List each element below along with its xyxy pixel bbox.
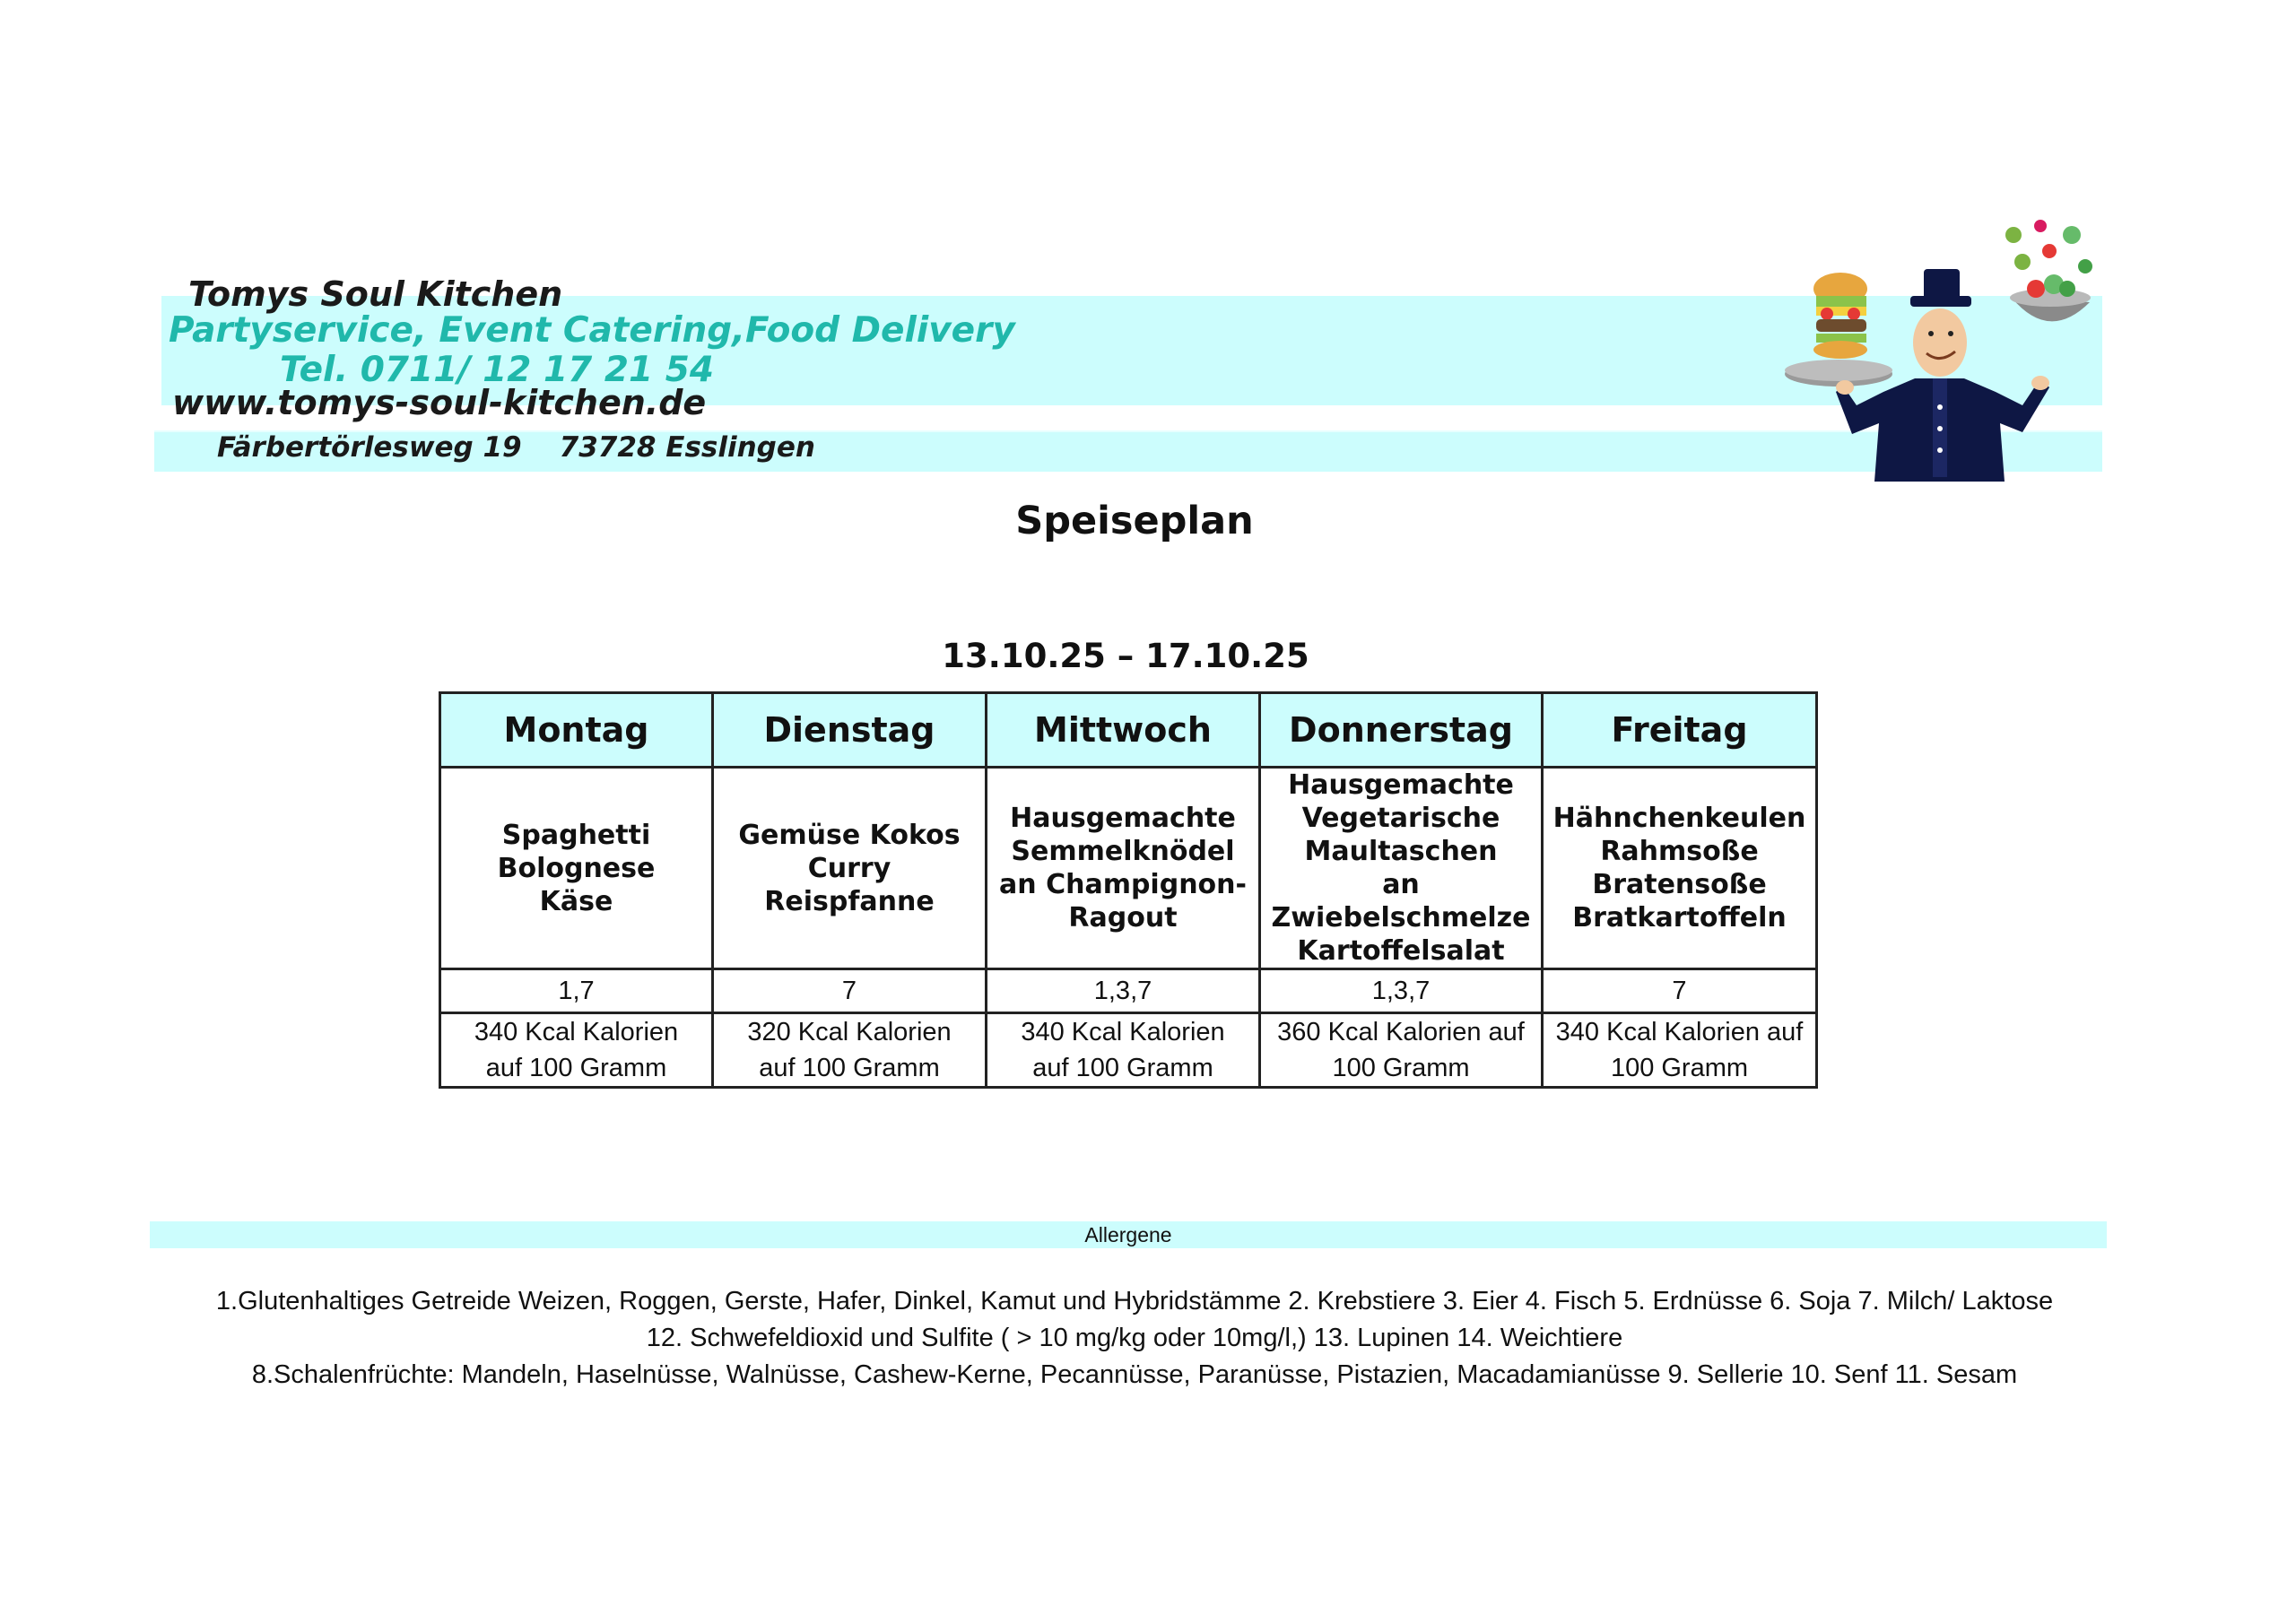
allergen-cell: 1,3,7 [987,969,1260,1013]
calorie-line: auf 100 Gramm [759,1054,940,1082]
allergens-legend [0,1283,2269,1394]
brand-name: Tomys Soul Kitchen [188,274,563,314]
day-header: Montag [440,693,713,768]
calorie-line: 100 Gramm [1610,1054,1749,1082]
dish-line: Ragout [1068,902,1178,934]
dish-line: Curry [807,852,891,884]
calorie-line: 340 Kcal Kalorien [474,1018,679,1046]
allergen-cell: 1,3,7 [1260,969,1543,1013]
dish-line: Spaghetti [501,819,651,851]
table-header-row [440,693,1817,768]
calorie-cell [1260,1013,1543,1088]
calorie-line: 340 Kcal Kalorien [1021,1018,1225,1046]
calorie-line: 360 Kcal Kalorien auf [1277,1018,1525,1046]
dish-line: Hähnchenkeulen [1552,803,1806,834]
dish-row [440,768,1817,969]
website-link[interactable]: www.tomys-soul-kitchen.de [172,383,707,422]
allergen-legend-line: 12. Schwefeldioxid und Sulfite ( > 10 mg/kg oder 10mg/l,) 13. Lupinen 14. Weichtiere [646,1324,1623,1352]
dish-cell [987,768,1260,969]
dish-line: Rahmsoße [1600,836,1759,867]
dish-line: an [1382,869,1420,900]
page-title: Speiseplan [1015,499,1254,543]
calorie-cell [1543,1013,1817,1088]
day-header: Dienstag [713,693,987,768]
calorie-line: 340 Kcal Kalorien auf [1555,1018,1804,1046]
dish-cell [1543,768,1817,969]
dish-cell [1260,768,1543,969]
dish-line: Reispfanne [764,885,935,917]
dish-cell [440,768,713,969]
calorie-line: 320 Kcal Kalorien [747,1018,952,1046]
dish-line: Gemüse Kokos [738,819,961,851]
dish-cell [713,768,987,969]
dish-line: Bratkartoffeln [1572,902,1787,934]
allergens-heading: Allergene [150,1221,2107,1248]
dish-line: Bratensoße [1592,869,1767,900]
allergen-cell: 1,7 [440,969,713,1013]
calorie-line: 100 Gramm [1332,1054,1470,1082]
allergen-legend-line: 8.Schalenfrüchte: Mandeln, Haselnüsse, Walnüsse, Cashew-Kerne, Pecannüsse, Paranüsse, Pistazien, Macadamianüsse 9. Sellerie 10. Senf 11. Sesam [251,1360,2018,1389]
calorie-cell [987,1013,1260,1088]
allergen-cell: 7 [1543,969,1817,1013]
dish-line: an Champignon- [999,869,1247,900]
day-header: Donnerstag [1260,693,1543,768]
address [217,431,815,464]
dish-line: Semmelknödel [1011,836,1235,867]
city: 73728 Esslingen [559,431,815,464]
dish-line: Zwiebelschmelze [1271,902,1531,934]
allergen-row [440,969,1817,1013]
dish-line: Vegetarische [1301,803,1500,834]
date-range: 13.10.25 – 17.10.25 [942,637,1309,675]
dish-line: Bolognese [497,852,656,884]
day-header: Freitag [1543,693,1817,768]
allergen-legend-line: 1.Glutenhaltiges Getreide Weizen, Roggen, Gerste, Hafer, Dinkel, Kamut und Hybridstämme 2. Krebstiere 3. Eier 4. Fisch 5. Erdnüsse 6. Soja 7. Milch/ Laktose [215,1287,2054,1316]
calorie-cell [713,1013,987,1088]
chef-mascot-icon [1780,199,2112,486]
calorie-cell [440,1013,713,1088]
dish-line: Käse [539,885,613,917]
services-tagline: Partyservice, Event Catering,Food Delivery [169,310,1015,351]
weekly-menu-table [439,691,1818,1089]
dish-line: Maultaschen [1304,836,1498,867]
allergen-cell: 7 [713,969,987,1013]
dish-line: Hausgemachte [1288,769,1514,801]
day-header: Mittwoch [987,693,1260,768]
dish-line: Kartoffelsalat [1297,935,1505,967]
calorie-row [440,1013,1817,1088]
phone-number: Tel. 0711/ 12 17 21 54 [280,350,714,390]
calorie-line: auf 100 Gramm [485,1054,667,1082]
dish-line: Hausgemachte [1010,803,1236,834]
street: Färbertörlesweg 19 [217,431,522,464]
calorie-line: auf 100 Gramm [1032,1054,1213,1082]
